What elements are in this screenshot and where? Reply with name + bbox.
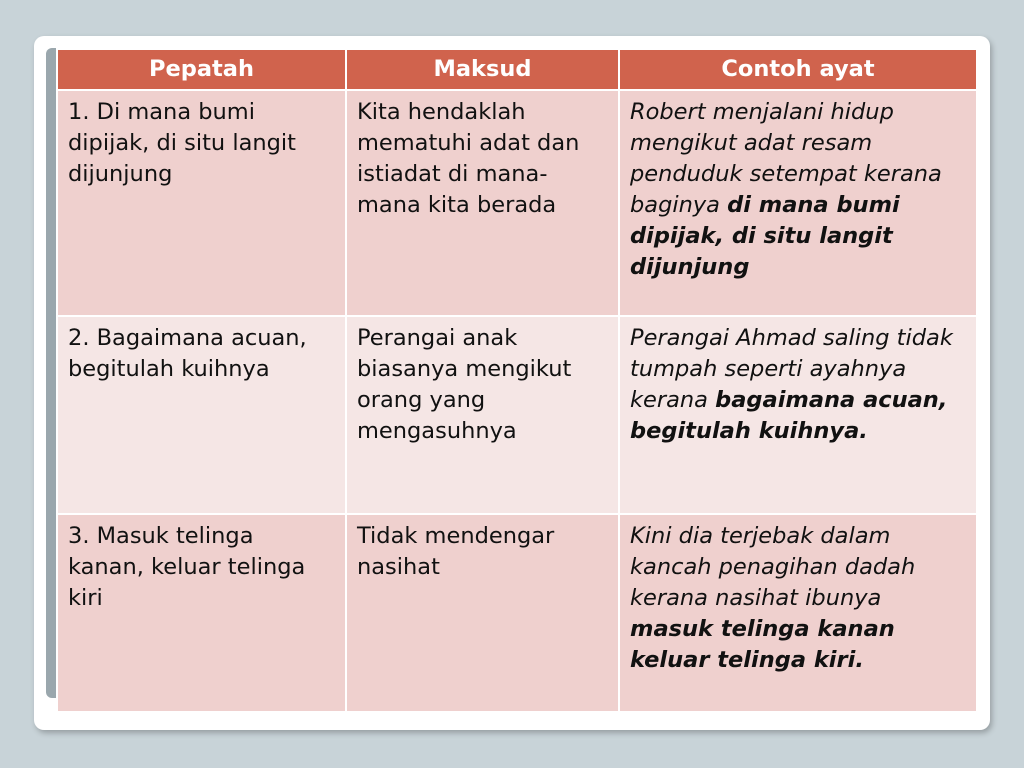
cell-maksud: Perangai anak biasanya mengikut orang yang mengasuhnya xyxy=(346,316,619,514)
cell-pepatah: 3. Masuk telinga kanan, keluar telinga kiri xyxy=(57,514,346,712)
header-contoh-ayat: Contoh ayat xyxy=(619,49,977,90)
cell-contoh-ayat xyxy=(619,90,977,316)
example-text: Perangai Ahmad saling tidak tumpah seperti ayahnya kerana xyxy=(630,325,953,413)
cell-maksud: Tidak mendengar nasihat xyxy=(346,514,619,712)
cell-pepatah: 1. Di mana bumi dipijak, di situ langit dijunjung xyxy=(57,90,346,316)
table-row xyxy=(57,90,977,316)
cell-contoh-ayat xyxy=(619,514,977,712)
cell-maksud: Kita hendaklah mematuhi adat dan istiadat di mana-mana kita berada xyxy=(346,90,619,316)
header-pepatah: Pepatah xyxy=(57,49,346,90)
pepatah-table xyxy=(56,48,978,713)
header-maksud: Maksud xyxy=(346,49,619,90)
example-text: Kini dia terjebak dalam kancah penagihan dadah kerana nasihat ibunya xyxy=(630,523,916,611)
example-text: Robert menjalani hidup mengikut adat resam penduduk setempat kerana baginya xyxy=(630,99,942,218)
cell-contoh-ayat xyxy=(619,316,977,514)
example-proverb-highlight: masuk telinga kanan keluar telinga kiri. xyxy=(630,616,895,673)
table-row xyxy=(57,514,977,712)
example-proverb-highlight: di mana bumi dipijak, di situ langit dijunjung xyxy=(630,192,900,280)
example-proverb-highlight: bagaimana acuan, begitulah kuihnya. xyxy=(630,387,948,444)
cell-pepatah: 2. Bagaimana acuan, begitulah kuihnya xyxy=(57,316,346,514)
table-row xyxy=(57,316,977,514)
table-header-row xyxy=(57,49,977,90)
